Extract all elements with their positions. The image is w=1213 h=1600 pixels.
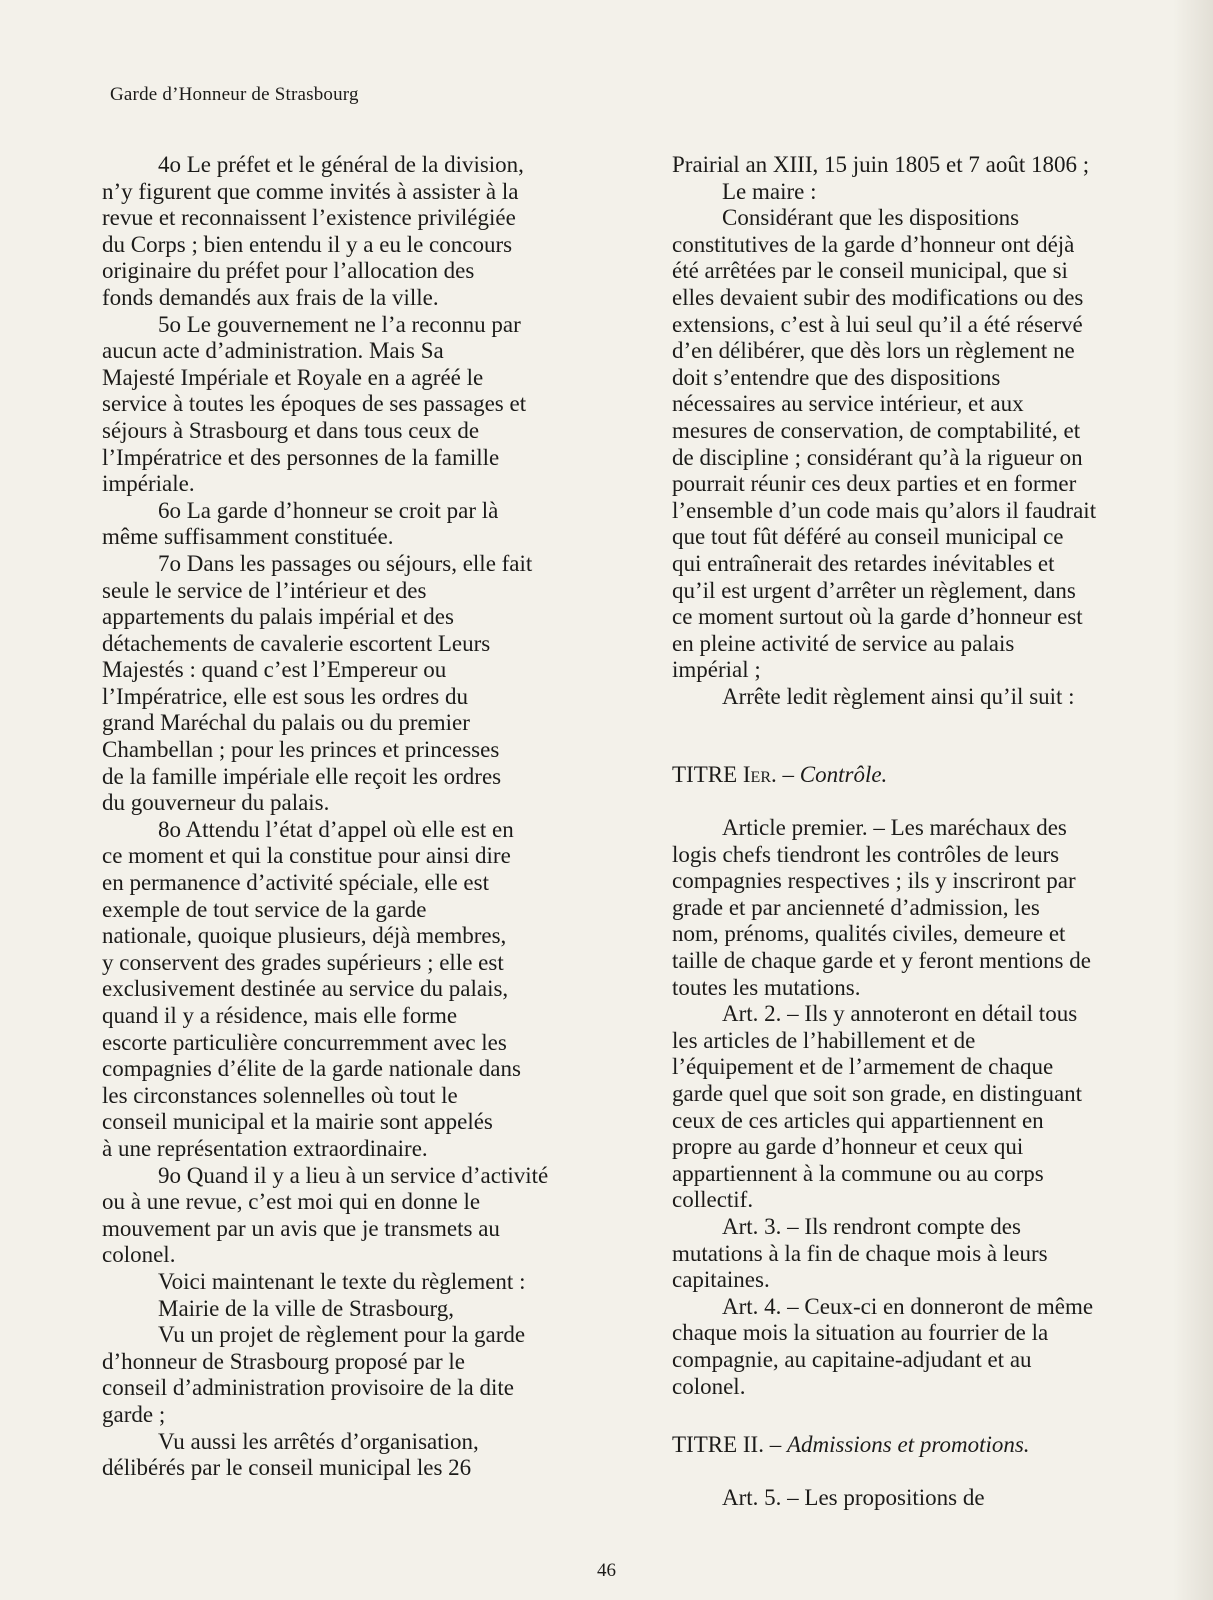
right-column-text-c: [672, 1485, 1172, 1512]
left-column-line: 9o Quand il y a lieu à un service d’activité: [158, 1162, 549, 1188]
left-column-line: conseil d’administration provisoire de la dite: [102, 1375, 514, 1401]
right-column-a-line: été arrêtées par le conseil municipal, que si: [672, 258, 1068, 284]
right-column-a-line: nécessaires au service intérieur, et aux: [672, 391, 1024, 417]
right-column-b-line: Art. 2. – Ils y annoteront en détail tous: [722, 1001, 1078, 1027]
left-column-line: en permanence d’activité spéciale, elle est: [102, 870, 489, 896]
left-column-line: conseil municipal et la mairie sont appelés: [102, 1109, 493, 1135]
left-column-line: Vu aussi les arrêtés d’organisation,: [158, 1428, 479, 1454]
right-column-a-line: Le maire :: [722, 178, 817, 204]
right-column-a-line: doit s’entendre que des dispositions: [672, 364, 1001, 390]
left-column: [102, 152, 602, 1482]
section-title-1: [672, 762, 1172, 789]
right-column-a-line: constitutives de la garde d’honneur ont déjà: [672, 231, 1075, 257]
section-title-2: [672, 1432, 1172, 1459]
left-column-line: détachements de cavalerie escortent Leurs: [102, 630, 491, 656]
right-column-b-line: grade et par ancienneté d’admission, les: [672, 894, 1040, 920]
right-column-b-line: les articles de l’habillement et de: [672, 1027, 976, 1053]
left-column-line: ou à une revue, c’est moi qui en donne le: [102, 1189, 481, 1215]
left-column-line: exclusivement destinée au service du palais,: [102, 976, 509, 1002]
right-column-b-line: chaque mois la situation au fourrier de la: [672, 1320, 1049, 1346]
left-column-line: appartements du palais impérial et des: [102, 604, 454, 630]
section-title-1-name: Contrôle.: [799, 762, 888, 788]
left-column-line: 5o Le gouvernement ne l’a reconnu par: [158, 311, 521, 337]
right-column-b-line: appartiennent à la commune ou au corps: [672, 1160, 1044, 1186]
running-head: Garde d’Honneur de Strasbourg: [110, 84, 359, 105]
right-column-b-line: garde quel que soit son grade, en distinguant: [672, 1081, 1083, 1106]
left-column-line: Majesté Impériale et Royale en a agréé le: [102, 364, 484, 390]
left-column-line: Vu un projet de règlement pour la garde: [158, 1322, 526, 1348]
section-title-1-dash: –: [776, 762, 800, 788]
right-column-a-line: Considérant que les dispositions: [722, 205, 1020, 231]
left-column-line: y conservent des grades supérieurs ; elle est: [102, 949, 504, 975]
left-column-line: l’Impératrice, elle est sous les ordres du: [102, 683, 468, 709]
left-column-line: garde ;: [102, 1401, 166, 1427]
left-column-line: service à toutes les époques de ses passages et: [102, 391, 527, 417]
page-edge-shadow: [1173, 0, 1213, 1600]
left-column-line: impériale.: [102, 471, 195, 497]
section-title-1-label: TITRE Ier.: [672, 762, 777, 788]
left-column-line: 6o La garde d’honneur se croit par là: [158, 497, 499, 523]
left-column-line: grand Maréchal du palais ou du premier: [102, 710, 470, 736]
right-column-a-line: Prairial an XIII, 15 juin 1805 et 7 août 1806 ;: [672, 152, 1090, 177]
right-column-a-line: mesures de conservation, de comptabilité, et: [672, 417, 1081, 443]
right-column-a-line: pourrait réunir ces deux parties et en former: [672, 471, 1077, 497]
left-column-line: du Corps ; bien entendu il y a eu le concours: [102, 231, 513, 257]
right-column-a-line: Arrête ledit règlement ainsi qu’il suit :: [722, 683, 1075, 709]
left-column-line: Voici maintenant le texte du règlement :: [158, 1268, 526, 1294]
right-column-a-line: l’ensemble d’un code mais qu’alors il faudrait: [672, 497, 1097, 523]
left-column-line: escorte particulière concurremment avec les: [102, 1029, 507, 1055]
right-column-b-line: Article premier. – Les maréchaux des: [722, 815, 1067, 841]
left-column-line: de la famille impériale elle reçoit les ordres: [102, 763, 502, 789]
right-column-b-line: l’équipement et de l’armement de chaque: [672, 1054, 1054, 1080]
section-title-2-name: Admissions et promotions.: [786, 1432, 1030, 1458]
right-column-b-line: mutations à la fin de chaque mois à leurs: [672, 1240, 1048, 1266]
left-column-line: même suffisamment constituée.: [102, 524, 394, 550]
section-title-2-dash: –: [763, 1432, 787, 1458]
left-column-line: délibérés par le conseil municipal les 26: [102, 1455, 472, 1481]
right-column-b-line: toutes les mutations.: [672, 974, 861, 1000]
left-column-line: d’honneur de Strasbourg proposé par le: [102, 1348, 466, 1374]
right-column-b-line: collectif.: [672, 1187, 754, 1213]
right-column-b-line: colonel.: [672, 1373, 746, 1399]
right-column-b-line: propre au garde d’honneur et ceux qui: [672, 1134, 1024, 1160]
left-column-line: Mairie de la ville de Strasbourg,: [158, 1295, 454, 1321]
right-column-a-line: d’en délibérer, que dès lors un règlement ne: [672, 338, 1075, 364]
right-column-b-line: ceux de ces articles qui appartiennent en: [672, 1107, 1044, 1133]
right-column-a-line: impérial ;: [672, 657, 761, 683]
left-column-line: l’Impératrice et des personnes de la famille: [102, 444, 500, 470]
right-column-a-line: extensions, c’est à lui seul qu’il a été réservé: [672, 311, 1083, 337]
right-column-text-b: [672, 815, 1172, 1400]
left-column-line: exemple de tout service de la garde: [102, 896, 427, 922]
right-column-a-line: qu’il est urgent d’arrêter un règlement, dans: [672, 577, 1076, 603]
right-column: [672, 152, 1172, 1511]
right-column-b-line: capitaines.: [672, 1267, 770, 1293]
left-column-line: les circonstances solennelles où tout le: [102, 1082, 458, 1108]
right-column-c-line: Art. 5. – Les propositions de: [722, 1484, 985, 1510]
right-column-b-line: logis chefs tiendront les contrôles de leurs: [672, 841, 1060, 867]
left-column-line: à une représentation extraordinaire.: [102, 1135, 428, 1161]
left-column-line: revue et reconnaissent l’existence privilégiée: [102, 205, 516, 231]
section-title-2-label: TITRE II.: [672, 1432, 764, 1458]
left-column-line: nationale, quoique plusieurs, déjà membres,: [102, 923, 507, 949]
left-column-line: ce moment et qui la constitue pour ainsi dire: [102, 843, 511, 869]
right-column-b-line: Art. 3. – Ils rendront compte des: [722, 1213, 1021, 1239]
page-number: 46: [597, 1560, 616, 1581]
left-column-line: 8o Attendu l’état d’appel où elle est en: [158, 816, 514, 842]
left-column-line: colonel.: [102, 1242, 176, 1268]
right-column-a-line: elles devaient subir des modifications ou des: [672, 284, 1084, 310]
right-column-b-line: Art. 4. – Ceux-ci en donneront de même: [722, 1293, 1094, 1319]
right-column-b-line: compagnie, au capitaine-adjudant et au: [672, 1346, 1032, 1372]
right-column-b-line: taille de chaque garde et y feront mentions de: [672, 948, 1091, 974]
right-column-a-line: que tout fût déféré au conseil municipal ce: [672, 524, 1064, 550]
right-column-b-line: compagnies respectives ; ils y inscriront par: [672, 868, 1076, 894]
left-column-line: 4o Le préfet et le général de la division,: [158, 152, 524, 177]
left-column-line: seule le service de l’intérieur et des: [102, 577, 427, 603]
right-column-text-a: [672, 152, 1172, 710]
left-column-line: aucun acte d’administration. Mais Sa: [102, 338, 444, 364]
left-column-line: compagnies d’élite de la garde nationale dans: [102, 1056, 521, 1082]
left-column-line: n’y figurent que comme invités à assister à la: [102, 178, 519, 204]
right-column-a-line: ce moment surtout où la garde d’honneur est: [672, 604, 1083, 630]
right-column-a-line: qui entraînerait des retardes inévitables et: [672, 550, 1055, 576]
left-column-line: originaire du préfet pour l’allocation des: [102, 258, 475, 284]
left-column-line: quand il y a résidence, mais elle forme: [102, 1003, 458, 1028]
right-column-a-line: de discipline ; considérant qu’à la rigueur on: [672, 444, 1083, 470]
left-column-line: 7o Dans les passages ou séjours, elle fait: [158, 550, 533, 576]
left-column-line: séjours à Strasbourg et dans tous ceux de: [102, 417, 480, 443]
right-column-a-line: en pleine activité de service au palais: [672, 630, 1015, 656]
left-column-line: Chambellan ; pour les princes et princesses: [102, 737, 500, 763]
right-column-b-line: nom, prénoms, qualités civiles, demeure et: [672, 921, 1066, 947]
left-column-line: fonds demandés aux frais de la ville.: [102, 284, 439, 310]
left-column-line: du gouverneur du palais.: [102, 790, 330, 816]
left-column-line: Majestés : quand c’est l’Empereur ou: [102, 657, 447, 683]
left-column-line: mouvement par un avis que je transmets au: [102, 1215, 500, 1241]
